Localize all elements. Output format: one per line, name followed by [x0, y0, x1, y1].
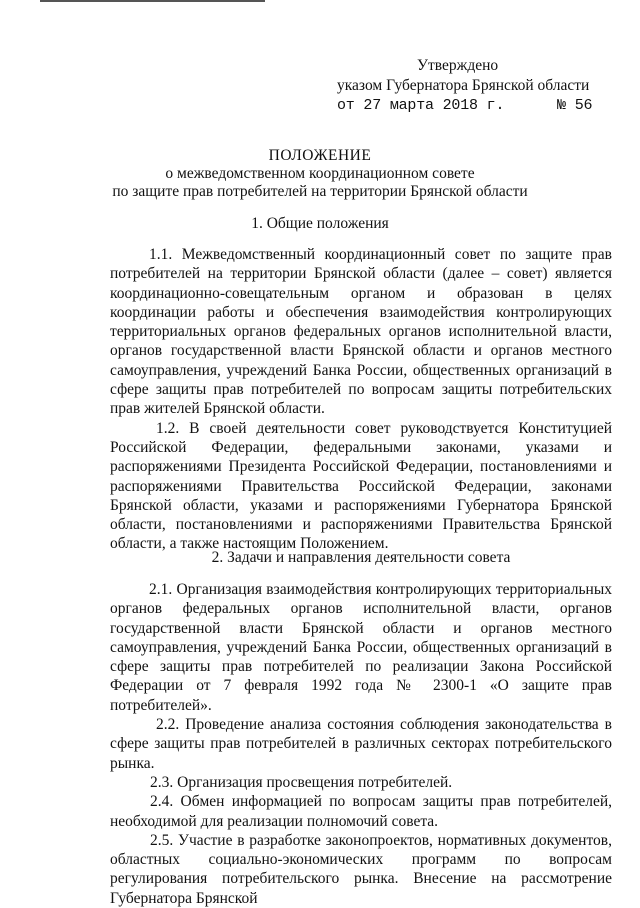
paragraph-2-1: 2.1. Организация взаимодействия контролирующих территориальных органов федеральных органов исполнительной власти, органов государственной власти Брянской области и органов местного самоуправления, учреждений Банка России, общественных организаций в сфере защиты прав потребителей по реализации Закона Российской Федерации от 7 февраля 1992 года № 2300-1 «О защите прав потребителей». [110, 581, 612, 714]
paragraph-2-5: 2.5. Участие в разработке законопроектов, нормативных документов, областных социально-экономических программ по вопросам регулирования потребительского рынка. Внесение на рассмотрение Губернатора Брянской [110, 831, 612, 907]
decree-number: 56 [574, 97, 593, 114]
document-subtitle-line2: по защите прав потребителей на территории Брянской области [112, 183, 528, 200]
paragraph-2-2: 2.2. Проведение анализа состояния соблюдения законодательства в сфере защиты прав потребителей в различных секторах потребительского рынка. [110, 716, 612, 772]
scan-edge-line [40, 0, 265, 2]
approval-line: Утверждено [417, 57, 499, 74]
section2-body [110, 580, 612, 908]
approval-decree-line: указом Губернатора Брянской области [337, 77, 590, 94]
paragraph-2-4: 2.4. Обмен информацией по вопросам защиты прав потребителей, необходимой для реализации полномочий совета. [110, 793, 612, 830]
section2-heading: 2. Задачи и направления деятельности совета [211, 549, 511, 566]
paragraph-2-3: 2.3. Организация просвещения потребителей. [150, 773, 453, 791]
document-title: ПОЛОЖЕНИЕ [268, 147, 372, 164]
document-subtitle-line1: о межведомственном координационном совете [165, 165, 475, 182]
decree-date: 27 марта 2018 г. [363, 97, 505, 114]
paragraph-1-2: 1.2. В своей деятельности совет руководствуется Конституцией Российской Федерации, федеральными законами, указами и распоряжениями Президента Российской Федерации, постановлениями и распоряжениями Правительства Российской Федерации, законами Брянской области, указами и распоряжениями Губернатора Брянской области, постановлениями и распоряжениями Правительства Брянской области, а также настоящим Положением. [110, 419, 612, 553]
approval-date-line [337, 96, 627, 116]
section1-body [110, 245, 612, 554]
date-prefix: от [337, 97, 355, 114]
paragraph-1-1: 1.1. Межведомственный координационный совет по защите прав потребителей на территории Брянской области (далее – совет) является координационно-совещательным органом и образован в целях координации работы и обеспечения взаимодействия контролирующих территориальных органов федеральных органов исполнительной власти, органов государственной власти Брянской области и органов местного самоуправления, учреждений Банка России, общественных организаций в сфере защиты прав потребителей по вопросам защиты потребительских прав жителей Брянской области. [110, 246, 612, 418]
approval-stamp-block [337, 56, 627, 116]
section1-heading: 1. Общие положения [251, 215, 389, 232]
number-prefix: № [557, 97, 566, 114]
